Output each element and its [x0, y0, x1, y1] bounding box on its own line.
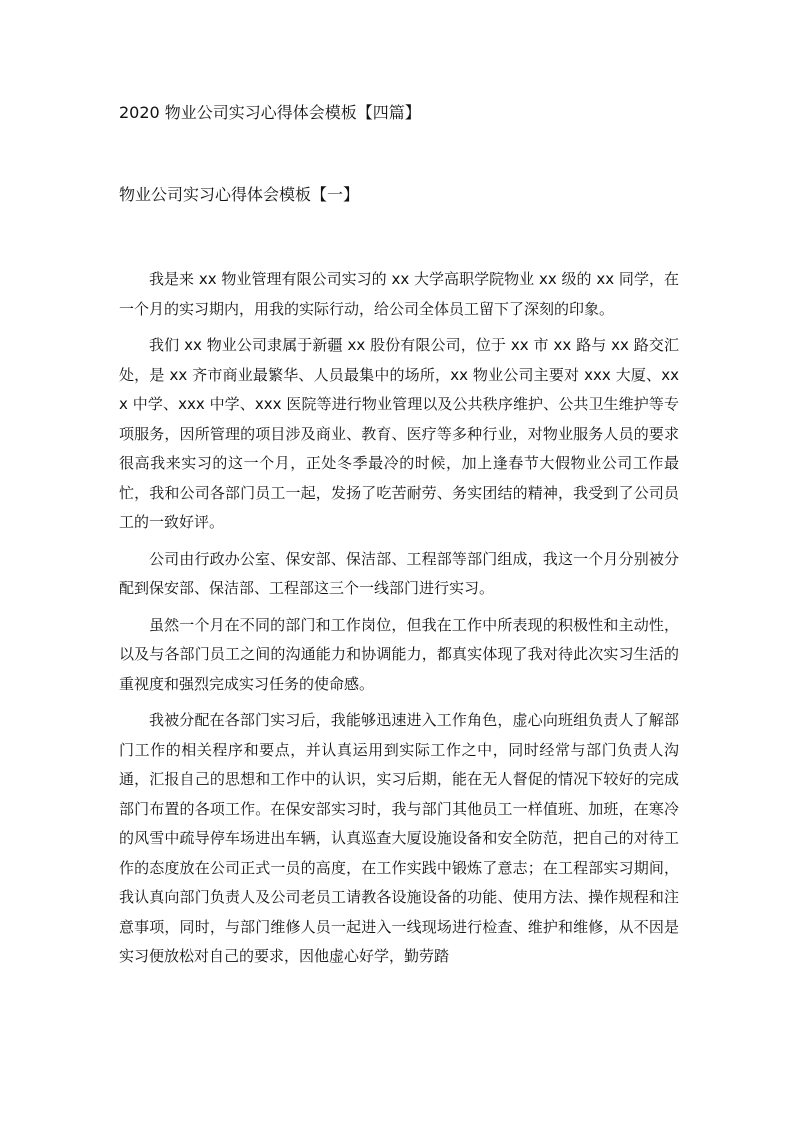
paragraph: 我们 xx 物业公司隶属于新疆 xx 股份有限公司，位于 xx 市 xx 路与 xx 路交汇处，是 xx 齐市商业最繁华、人员最集中的场所，xx 物业公司主要对 xxx 大厦、xxx 中学、xxx 中学、xxx 医院等进行物业管理以及公共秩序维护、公共卫生维护等专项服务，因所管理的项目涉及商业、教育、医疗等多种行业，对物业服务人员的要求很高我来实习的这一个月，正处冬季最冷的时候，加上逢春节大假物业公司工作最忙，我和公司各部门员工一起，发扬了吃苦耐劳、务实团结的精神，我受到了公司员工的一致好评。	[119, 336, 679, 531]
document-body	[119, 265, 679, 979]
paragraph: 公司由行政办公室、保安部、保洁部、工程部等部门组成，我这一个月分别被分配到保安部、保洁部、工程部这三个一线部门进行实习。	[119, 549, 679, 597]
document-title: 2020 物业公司实习心得体会模板【四篇】	[119, 103, 421, 122]
section-title: 物业公司实习心得体会模板【一】	[119, 185, 360, 204]
paragraph: 我是来 xx 物业管理有限公司实习的 xx 大学高职学院物业 xx 级的 xx 同学，在一个月的实习期内，用我的实际行动，给公司全体员工留下了深刻的印象。	[119, 270, 679, 318]
paragraph: 我被分配在各部门实习后，我能够迅速进入工作角色，虚心向班组负责人了解部门工作的相关程序和要点，并认真运用到实际工作之中，同时经常与部门负责人沟通，汇报自己的思想和工作中的认识，实习后期，能在无人督促的情况下较好的完成部门布置的各项工作。在保安部实习时，我与部门其他员工一样值班、加班，在寒冷的风雪中疏导停车场进出车辆，认真巡查大厦设施设备和安全防范，把自己的对待工作的态度放在公司正式一员的高度，在工作实践中锻炼了意志；在工程部实习期间，我认真向部门负责人及公司老员工请教各设施设备的功能、使用方法、操作规程和注意事项，同时，与部门维修人员一起进入一线现场进行检查、维护和维修，从不因是实习便放松对自己的要求，因他虚心好学，勤劳踏	[119, 711, 679, 965]
paragraph: 虽然一个月在不同的部门和工作岗位，但我在工作中所表现的积极性和主动性，以及与各部门员工之间的沟通能力和协调能力，都真实体现了我对待此次实习生活的重视度和强烈完成实习任务的使命感。	[119, 615, 679, 693]
